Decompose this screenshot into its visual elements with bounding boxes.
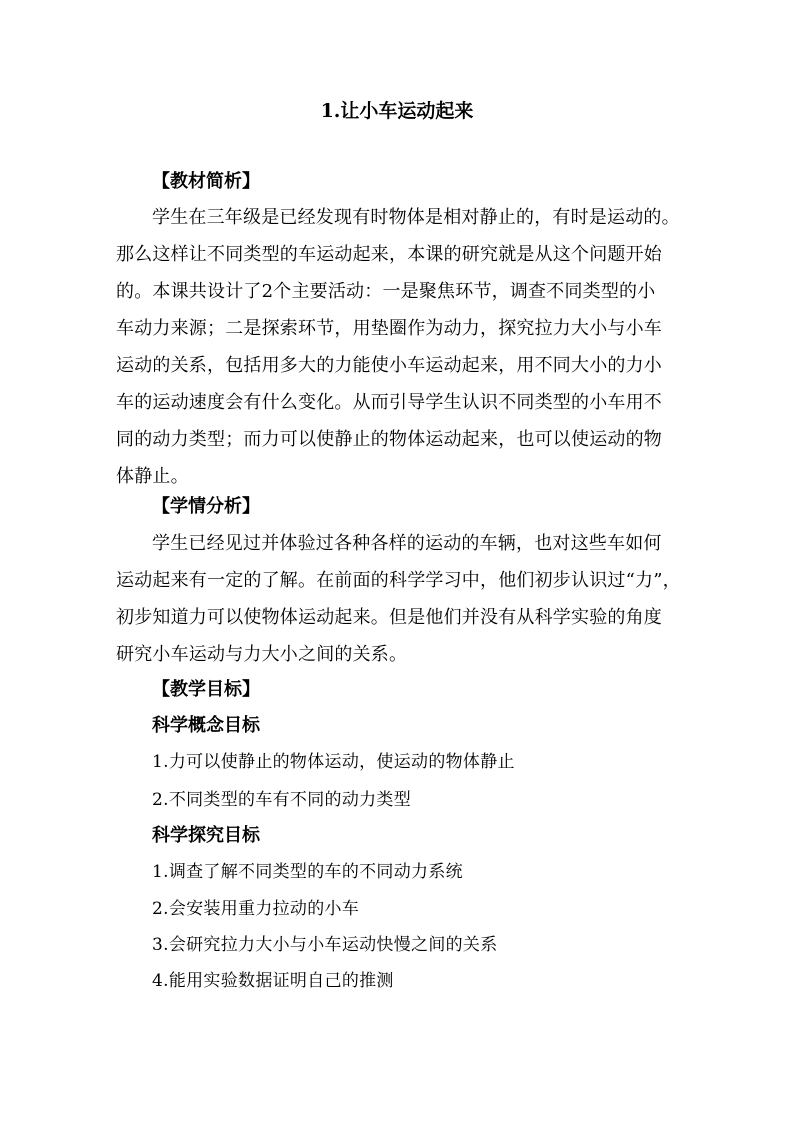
list-item: 1.调查了解不同类型的车的不同动力系统 — [152, 862, 463, 882]
paragraph-line: 体静止。 — [116, 466, 189, 487]
paragraph-line: 初步知道力可以使物体运动起来。但是他们并没有从科学实验的角度 — [116, 607, 662, 628]
paragraph-line: 车的运动速度会有什么变化。从而引导学生认识不同类型的小车用不 — [116, 392, 662, 413]
paragraph-line: 那么这样让不同类型的车运动起来，本课的研究就是从这个问题开始 — [116, 244, 662, 265]
paragraph-line: 运动起来有一定的了解。在前面的科学学习中，他们初步认识过“力”， — [116, 570, 681, 591]
textbook-paragraph — [116, 199, 696, 495]
section-heading-students: 【学情分析】 — [152, 496, 260, 517]
paragraph-line: 同的动力类型；而力可以使静止的物体运动起来，也可以使运动的物 — [116, 429, 662, 450]
subheading-concept-goals: 科学概念目标 — [152, 715, 260, 736]
paragraph-line: 车动力来源；二是探索环节，用垫圈作为动力，探究拉力大小与小车 — [116, 318, 662, 339]
list-item: 3.会研究拉力大小与小车运动快慢之间的关系 — [152, 935, 498, 955]
list-item: 2.会安装用重力拉动的小车 — [152, 899, 360, 919]
paragraph-line: 运动的关系，包括用多大的力能使小车运动起来，用不同大小的力小 — [116, 355, 662, 376]
page-title: 1.让小车运动起来 — [320, 100, 474, 122]
subheading-inquiry-goals: 科学探究目标 — [152, 825, 260, 846]
paragraph-line: 研究小车运动与力大小之间的关系。 — [116, 644, 408, 665]
paragraph-line: 学生已经见过并体验过各种各样的运动的车辆，也对这些车如何 — [152, 533, 662, 554]
list-item: 1.力可以使静止的物体运动，使运动的物体静止 — [152, 752, 515, 772]
section-heading-goals: 【教学目标】 — [152, 679, 260, 700]
section-heading-textbook: 【教材简析】 — [152, 171, 260, 192]
students-paragraph — [116, 525, 696, 673]
paragraph-line: 学生在三年级是已经发现有时物体是相对静止的，有时是运动的。 — [152, 207, 680, 228]
paragraph-line: 的。本课共设计了2个主要活动：一是聚焦环节，调查不同类型的小 — [116, 281, 656, 302]
list-item: 2.不同类型的车有不同的动力类型 — [152, 790, 412, 810]
list-item: 4.能用实验数据证明自己的推测 — [152, 971, 394, 991]
